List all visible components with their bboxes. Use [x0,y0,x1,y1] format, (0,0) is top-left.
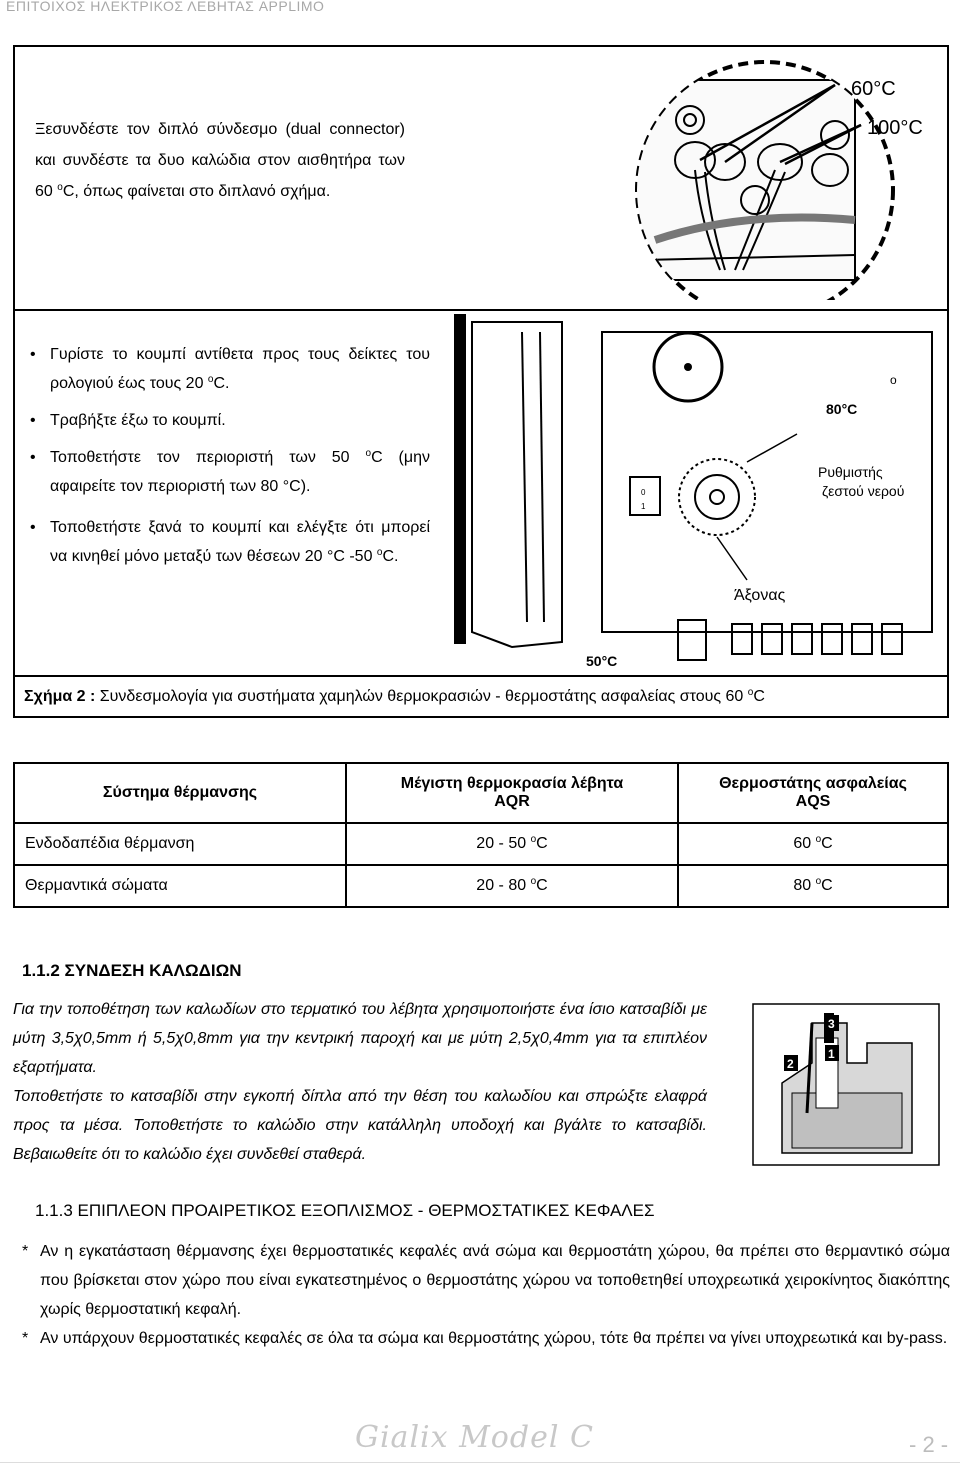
section1-text-b: C, όπως φαίνεται στο διπλανό σχήμα. [62,183,331,200]
label-80c: 80°C [826,401,858,417]
label-axis: Άξονας [734,587,786,604]
svg-text:3: 3 [828,1017,835,1031]
boiler-panel-figure [452,312,947,672]
list-item: • Τοποθετήστε τον περιοριστή των 50 $^o$C (μην αφαιρείτε τον περιοριστή των 80 °C). [30,443,430,501]
figure-caption: Σχήμα 2 : Συνδεσμολογία για συστήματα χαμηλών θερμοκρασιών - θερμοστάτης ασφαλείας στους 60 $^o$C [24,687,765,705]
axis-leader [717,537,747,580]
list-item: • Τοποθετήστε ξανά το κουμπί και ελέγξτε ότι μπορεί να κινηθεί μόνο μεταξύ των θέσεων 20 °C -50 $^o$C. [30,513,430,571]
terminal-diagram [752,1003,942,1168]
adjustment-steps-list [30,340,430,589]
heading-1-1-3: 1.1.3 ΕΠΙΠΛΕΟΝ ΠΡΟΑΙΡΕΤΙΚΟΣ ΕΞΟΠΛΙΣΜΟΣ - ΘΕΡΜΟΣΤΑΤΙΚΕΣ ΚΕΦΑΛΕΣ [35,1201,655,1220]
label-regulator-1: Ρυθμιστής [818,464,883,480]
hot-water-knob [679,459,755,535]
brand-logo: Gialix Model C [355,1420,594,1455]
table-row: Ενδοδαπέδια θέρμανση 20 - 50 $^o$C 60 $^o$C [14,823,948,865]
label-100c: 100°C [867,117,923,139]
heating-systems-table [13,762,949,908]
list-item: • Γυρίστε το κουμπί αντίθετα προς τους δείκτες του ρολογιού έως τους 20 $^o$C. [30,340,430,398]
label-50c: 50°C [586,653,618,669]
svg-text:1: 1 [828,1047,835,1061]
caption-divider [13,675,949,677]
sensor-wiring-figure [625,50,945,300]
heading-1-1-2: 1.1.2 ΣΥΝΔΕΣΗ ΚΑΛΩΔΙΩΝ [22,961,242,980]
svg-text:0: 0 [641,488,646,497]
col-header-safety: Θερμοστάτης ασφαλείας AQS [678,763,948,823]
document-header-title: ΕΠΙΤΟΙΧΟΣ ΗΛΕΚΤΡΙΚΟΣ ΛΕΒΗΤΑΣ APPLIMO [6,0,325,14]
section-divider [13,309,949,311]
svg-text:2: 2 [787,1057,794,1071]
paragraph: Για την τοποθέτηση των καλωδίων στο τερματικό του λέβητα χρησιμοποιήστε ένα ίσιο κατσαβίδι με μύτη 3,5χ0,5mm ή 5,5χ0,8mm για την κεντρική παροχή και με μύτη 2,5χ0,4mm για τα επιπλέον εξαρτήματα. [13,1001,707,1076]
col-header-max: Μέγιστη θερμοκρασία λέβητα AQR [346,763,678,823]
list-item: • Τραβήξτε έξω το κουμπί. [30,406,430,435]
panel-edge [454,314,466,644]
label-60c: 60°C [851,78,896,100]
section1-text [35,114,405,207]
optional-equipment-list [22,1237,950,1353]
table-row: Θερμαντικά σώματα 20 - 80 $^o$C 80 $^o$C [14,865,948,907]
page-number: - 2 - [909,1432,949,1457]
list-item: * Αν υπάρχουν θερμοστατικές κεφαλές σε όλα τα σώμα και θερμοστάτης χώρου, τότε θα πρέπει να γίνει υποχρεωτικά και by-pass. [22,1324,950,1353]
table-header-row [14,763,948,823]
list-item: * Αν η εγκατάσταση θέρμανσης έχει θερμοστατικές κεφαλές ανά σώμα και θερμοστάτη χώρου, θα πρέπει στο θερμαντικό σώμα που βρίσκεται στον χώρο που είναι εγκατεστημένος ο θερμοστάτης χώρου να τοποθετηθεί υποχρεωτικά χειροκίνητος διακόπτης χωρίς θερμοστατική κεφαλή. [22,1237,950,1324]
section1-text-a: Ξεσυνδέστε τον διπλό σύνδεσμο (dual connector) και συνδέστε τα δυο καλώδια στον αισθητήρα των 60 [35,121,405,200]
degree-sup: o [57,182,63,193]
svg-text:1: 1 [641,502,646,511]
label-regulator-2: ζεστού νερού [822,483,905,499]
cable-connection-text [13,995,707,1169]
paragraph: Τοποθετήστε το κατσαβίδι στην εγκοπή δίπλα από την θέση του καλωδίου και σπρώξτε ελαφρά προς τα μέσα. Τοποθετήστε το καλώδιο στην κατάλληλη υποδοχή και βγάλτε το κατσαβίδι. Βεβαιωθείτε ότι το καλώδιο έχει συνδεθεί σταθερά. [13,1088,707,1163]
col-header-system: Σύστημα θέρμανσης [14,763,346,823]
svg-text:o: o [890,373,897,387]
